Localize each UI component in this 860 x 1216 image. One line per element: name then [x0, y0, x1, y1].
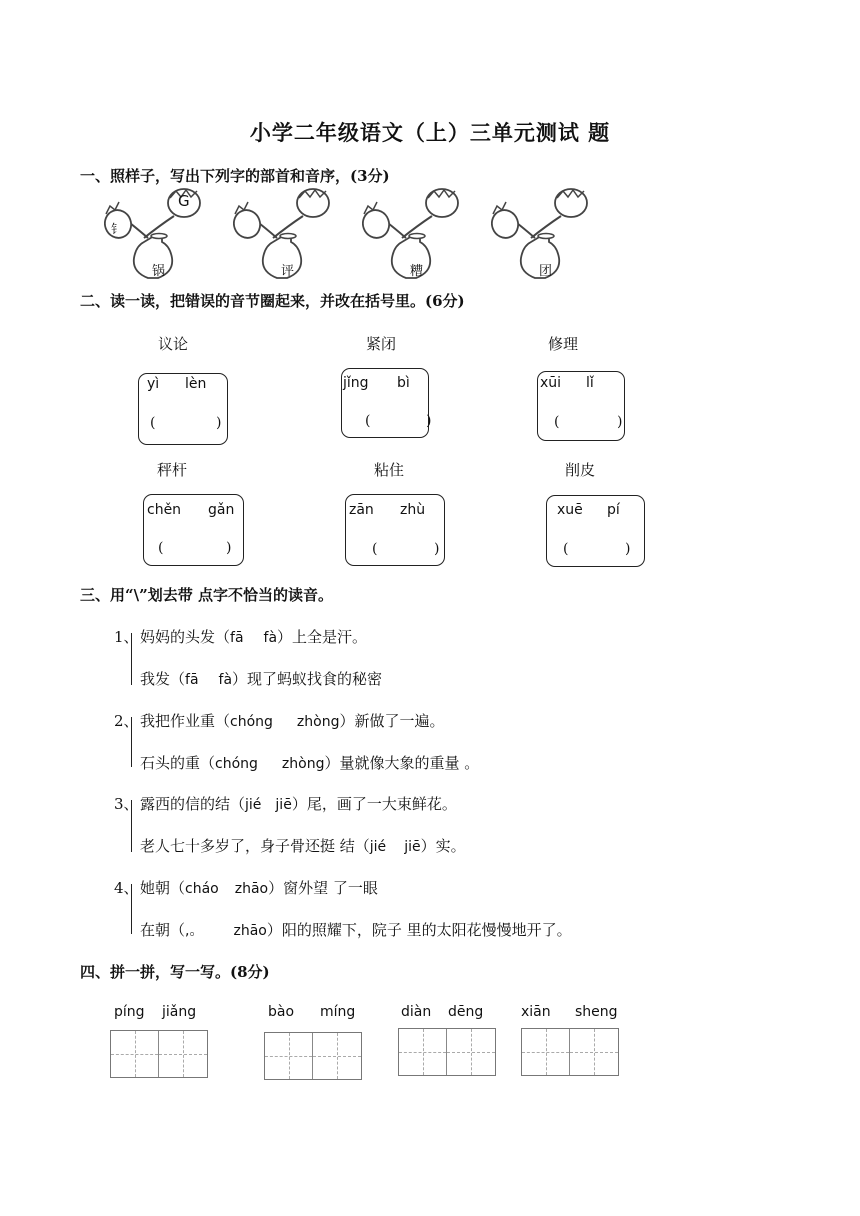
group4-line2: 在朝（,。 zhāo）阳的照耀下，院子 里的太阳花慢慢地开了。 — [140, 921, 572, 939]
writing-grid-3[interactable] — [398, 1028, 496, 1076]
grid-cell[interactable] — [265, 1033, 313, 1079]
group4-number: 4、 — [114, 879, 139, 897]
paren-open-1: ( — [150, 415, 156, 431]
pinyin-6b: pí — [607, 502, 620, 518]
group3-line2: 老人七十多岁了，身子骨还挺 结（jié jiē）实。 — [140, 837, 466, 855]
section1-heading: 一、照样子，写出下列字的部首和音序，(3分) — [80, 167, 390, 185]
vase-char-2: 评 — [281, 264, 295, 279]
grid-cell[interactable] — [570, 1029, 618, 1075]
section4-heading: 四、拼一拼，写一写。(8分) — [80, 963, 270, 981]
paren-close-3: ) — [617, 414, 623, 430]
group1-line1: 妈妈的头发（fā fà）上全是汗。 — [140, 628, 368, 646]
grid-cell[interactable] — [522, 1029, 570, 1075]
group3-brace — [131, 800, 138, 852]
paren-open-2: ( — [365, 413, 371, 429]
group3-number: 3、 — [114, 795, 139, 813]
pinyin-1b: lèn — [185, 376, 207, 392]
s4-pinyin-1a: píng — [114, 1004, 145, 1020]
word-4: 秤杆 — [157, 461, 188, 479]
pinyin-6a: xuē — [557, 502, 583, 518]
pinyin-3a: xūi — [540, 375, 562, 391]
vase-char-1: 锅 — [152, 264, 166, 279]
paren-close-6: ) — [625, 541, 631, 557]
grid-cell[interactable] — [159, 1031, 207, 1077]
group2-line1: 我把作业重（chóng zhòng）新做了一遍。 — [140, 712, 445, 730]
group2-line2: 石头的重（chóng zhòng）量就像大象的重量 。 — [140, 754, 480, 772]
page-title: 小学二年级语文（上）三单元测试 题 — [249, 120, 611, 145]
grid-cell[interactable] — [313, 1033, 361, 1079]
writing-grid-2[interactable] — [264, 1032, 362, 1080]
pinyin-1a: yì — [147, 376, 160, 392]
vase-radical-1: 钅 — [111, 222, 124, 236]
group4-brace — [131, 884, 138, 934]
paren-open-3: ( — [554, 414, 560, 430]
s4-pinyin-3b: dēng — [448, 1004, 484, 1020]
s4-pinyin-4a: xiān — [521, 1004, 551, 1020]
section2-heading: 二、读一读，把错误的音节圈起来，并改在括号里。(6分) — [80, 292, 465, 310]
vase-char-3: 糟 — [410, 264, 424, 279]
pinyin-3b: lǐ — [586, 375, 594, 391]
grid-cell[interactable] — [111, 1031, 159, 1077]
vase-char-4: 团 — [539, 264, 553, 279]
pinyin-5b: zhù — [400, 502, 426, 518]
s4-pinyin-2b: míng — [320, 1004, 356, 1020]
paren-close-5: ) — [434, 541, 440, 557]
word-6: 削皮 — [565, 461, 596, 479]
writing-grid-4[interactable] — [521, 1028, 619, 1076]
vase-initial-1: G — [178, 192, 190, 210]
pinyin-2a: jǐng — [343, 375, 369, 391]
group1-brace — [131, 633, 138, 685]
word-2: 紧闭 — [366, 335, 397, 353]
paren-close-1: ) — [216, 415, 222, 431]
s4-pinyin-1b: jiǎng — [162, 1004, 197, 1020]
word-1: 议论 — [158, 335, 189, 353]
paren-close-2: ) — [426, 413, 432, 429]
group1-number: 1、 — [114, 628, 139, 646]
paren-close-4: ) — [226, 540, 232, 556]
paren-open-4: ( — [158, 540, 164, 556]
pinyin-4a: chěn — [147, 502, 182, 518]
group2-number: 2、 — [114, 712, 139, 730]
pinyin-4b: gǎn — [208, 502, 235, 518]
s4-pinyin-4b: sheng — [575, 1004, 618, 1020]
group2-brace — [131, 717, 138, 767]
group3-line1: 露西的信的结（jié jiē）尾，画了一大束鲜花。 — [140, 795, 457, 813]
pinyin-5a: zān — [349, 502, 374, 518]
grid-cell[interactable] — [399, 1029, 447, 1075]
word-3: 修理 — [548, 335, 579, 353]
group4-line1: 她朝（cháo zhāo）窗外望 了一眼 — [140, 879, 378, 897]
writing-grid-1[interactable] — [110, 1030, 208, 1078]
grid-cell[interactable] — [447, 1029, 495, 1075]
section3-heading: 三、用“\”划去带 点字不恰当的读音。 — [80, 586, 333, 604]
group1-line2: 我发（fā fà）现了蚂蚁找食的秘密 — [140, 670, 383, 688]
s4-pinyin-3a: diàn — [401, 1004, 432, 1020]
paren-open-5: ( — [372, 541, 378, 557]
word-5: 粘住 — [374, 461, 405, 479]
pinyin-2b: bì — [397, 375, 410, 391]
s4-pinyin-2a: bào — [268, 1004, 295, 1020]
paren-open-6: ( — [563, 541, 569, 557]
